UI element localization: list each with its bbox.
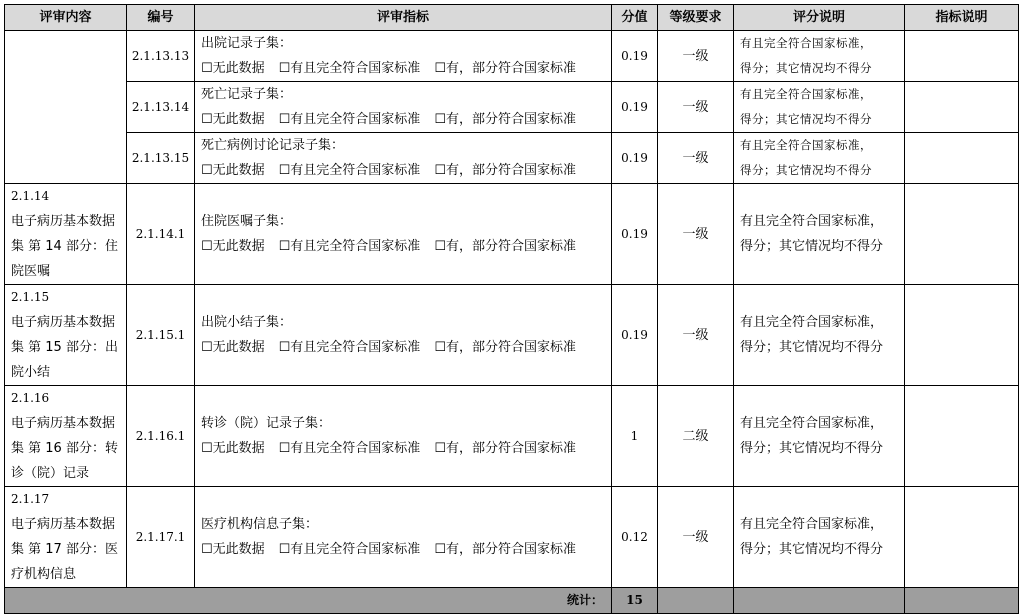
header-score: 分值 bbox=[612, 5, 658, 31]
option-partial-compliance[interactable]: ☐有，部分符合国家标准 bbox=[434, 61, 576, 76]
score-cell: 0.19 bbox=[612, 133, 658, 184]
explanation-line: 有且完全符合国家标准， bbox=[740, 416, 884, 431]
indicator-title: 死亡病例讨论记录子集： bbox=[201, 138, 345, 153]
explanation-line: 有且完全符合国家标准， bbox=[740, 138, 872, 152]
header-indicator: 评审指标 bbox=[195, 5, 612, 31]
content-text: 电子病历基本数据集 第 16 部分：转诊（院）记录 bbox=[11, 416, 118, 481]
option-partial-compliance[interactable]: ☐有，部分符合国家标准 bbox=[434, 340, 576, 355]
explanation-line: 得分；其它情况均不得分 bbox=[740, 441, 884, 456]
score-cell: 0.19 bbox=[612, 31, 658, 82]
explanation-cell bbox=[734, 82, 905, 133]
option-partial-compliance[interactable]: ☐有，部分符合国家标准 bbox=[434, 112, 576, 127]
content-cell bbox=[5, 184, 127, 285]
level-cell: 一级 bbox=[658, 184, 734, 285]
option-no-data[interactable]: ☐无此数据 bbox=[201, 163, 265, 178]
explanation-line: 得分；其它情况均不得分 bbox=[740, 239, 884, 254]
total-empty bbox=[734, 588, 905, 614]
explanation-line: 得分；其它情况均不得分 bbox=[740, 340, 884, 355]
option-full-compliance[interactable]: ☐有且完全符合国家标准 bbox=[278, 163, 421, 178]
content-text: 电子病历基本数据集 第 17 部分：医疗机构信息 bbox=[11, 517, 118, 582]
note-cell bbox=[905, 487, 1019, 588]
content-cell bbox=[5, 487, 127, 588]
indicator-cell bbox=[195, 487, 612, 588]
explanation-cell bbox=[734, 386, 905, 487]
total-empty bbox=[905, 588, 1019, 614]
row-code: 2.1.17.1 bbox=[127, 487, 195, 588]
level-cell: 一级 bbox=[658, 133, 734, 184]
note-cell bbox=[905, 184, 1019, 285]
score-cell: 0.19 bbox=[612, 285, 658, 386]
option-partial-compliance[interactable]: ☐有，部分符合国家标准 bbox=[434, 239, 576, 254]
option-no-data[interactable]: ☐无此数据 bbox=[201, 239, 265, 254]
row-code: 2.1.14.1 bbox=[127, 184, 195, 285]
indicator-title: 出院记录子集： bbox=[201, 36, 293, 51]
content-code: 2.1.17 bbox=[11, 492, 50, 506]
row-code: 2.1.13.13 bbox=[127, 31, 195, 82]
note-cell bbox=[905, 31, 1019, 82]
level-cell: 一级 bbox=[658, 487, 734, 588]
content-cell bbox=[5, 285, 127, 386]
score-cell: 0.12 bbox=[612, 487, 658, 588]
note-cell bbox=[905, 285, 1019, 386]
explanation-cell bbox=[734, 184, 905, 285]
option-no-data[interactable]: ☐无此数据 bbox=[201, 340, 265, 355]
option-partial-compliance[interactable]: ☐有，部分符合国家标准 bbox=[434, 441, 576, 456]
content-text: 电子病历基本数据集 第 15 部分：出院小结 bbox=[11, 315, 118, 380]
explanation-line: 得分；其它情况均不得分 bbox=[740, 61, 872, 75]
indicator-title: 住院医嘱子集： bbox=[201, 214, 293, 229]
note-cell bbox=[905, 133, 1019, 184]
table-row bbox=[5, 386, 1019, 487]
note-cell bbox=[905, 386, 1019, 487]
explanation-cell bbox=[734, 31, 905, 82]
row-code: 2.1.13.15 bbox=[127, 133, 195, 184]
explanation-cell bbox=[734, 285, 905, 386]
indicator-title: 转诊（院）记录子集： bbox=[201, 416, 332, 431]
indicator-cell bbox=[195, 184, 612, 285]
row-code: 2.1.13.14 bbox=[127, 82, 195, 133]
note-cell bbox=[905, 82, 1019, 133]
content-code: 2.1.14 bbox=[11, 189, 50, 203]
option-full-compliance[interactable]: ☐有且完全符合国家标准 bbox=[278, 441, 421, 456]
content-code: 2.1.15 bbox=[11, 290, 50, 304]
explanation-line: 得分；其它情况均不得分 bbox=[740, 163, 872, 177]
total-label: 统计： bbox=[5, 588, 612, 614]
header-code: 编号 bbox=[127, 5, 195, 31]
header-level: 等级要求 bbox=[658, 5, 734, 31]
score-cell: 0.19 bbox=[612, 82, 658, 133]
header-content: 评审内容 bbox=[5, 5, 127, 31]
header-note: 指标说明 bbox=[905, 5, 1019, 31]
table-row bbox=[5, 184, 1019, 285]
level-cell: 二级 bbox=[658, 386, 734, 487]
level-cell: 一级 bbox=[658, 31, 734, 82]
content-cell bbox=[5, 386, 127, 487]
explanation-line: 有且完全符合国家标准， bbox=[740, 214, 884, 229]
indicator-cell bbox=[195, 31, 612, 82]
content-code: 2.1.16 bbox=[11, 391, 50, 405]
explanation-line: 有且完全符合国家标准， bbox=[740, 36, 872, 50]
explanation-line: 有且完全符合国家标准， bbox=[740, 315, 884, 330]
indicator-cell bbox=[195, 386, 612, 487]
total-row bbox=[5, 588, 1019, 614]
option-partial-compliance[interactable]: ☐有，部分符合国家标准 bbox=[434, 542, 576, 557]
row-code: 2.1.15.1 bbox=[127, 285, 195, 386]
explanation-cell bbox=[734, 133, 905, 184]
indicator-title: 出院小结子集： bbox=[201, 315, 293, 330]
level-cell: 一级 bbox=[658, 82, 734, 133]
option-full-compliance[interactable]: ☐有且完全符合国家标准 bbox=[278, 542, 421, 557]
content-cell-empty bbox=[5, 31, 127, 184]
option-partial-compliance[interactable]: ☐有，部分符合国家标准 bbox=[434, 163, 576, 178]
total-empty bbox=[658, 588, 734, 614]
indicator-cell bbox=[195, 133, 612, 184]
table-row bbox=[5, 133, 1019, 184]
total-value: 15 bbox=[612, 588, 658, 614]
header-row bbox=[5, 5, 1019, 31]
indicator-cell bbox=[195, 285, 612, 386]
option-full-compliance[interactable]: ☐有且完全符合国家标准 bbox=[278, 112, 421, 127]
option-no-data[interactable]: ☐无此数据 bbox=[201, 61, 265, 76]
indicator-cell bbox=[195, 82, 612, 133]
score-cell: 1 bbox=[612, 386, 658, 487]
row-code: 2.1.16.1 bbox=[127, 386, 195, 487]
indicator-title: 死亡记录子集： bbox=[201, 87, 293, 102]
option-full-compliance[interactable]: ☐有且完全符合国家标准 bbox=[278, 340, 421, 355]
table-row bbox=[5, 285, 1019, 386]
table-row bbox=[5, 31, 1019, 82]
option-no-data[interactable]: ☐无此数据 bbox=[201, 542, 265, 557]
score-cell: 0.19 bbox=[612, 184, 658, 285]
evaluation-table bbox=[4, 4, 1019, 614]
explanation-line: 得分；其它情况均不得分 bbox=[740, 112, 872, 126]
explanation-line: 有且完全符合国家标准， bbox=[740, 87, 872, 101]
table-row bbox=[5, 487, 1019, 588]
option-full-compliance[interactable]: ☐有且完全符合国家标准 bbox=[278, 239, 421, 254]
option-no-data[interactable]: ☐无此数据 bbox=[201, 441, 265, 456]
header-explanation: 评分说明 bbox=[734, 5, 905, 31]
explanation-cell bbox=[734, 487, 905, 588]
option-no-data[interactable]: ☐无此数据 bbox=[201, 112, 265, 127]
option-full-compliance[interactable]: ☐有且完全符合国家标准 bbox=[278, 61, 421, 76]
table-row bbox=[5, 82, 1019, 133]
explanation-line: 得分；其它情况均不得分 bbox=[740, 542, 884, 557]
explanation-line: 有且完全符合国家标准， bbox=[740, 517, 884, 532]
indicator-title: 医疗机构信息子集： bbox=[201, 517, 319, 532]
content-text: 电子病历基本数据集 第 14 部分：住院医嘱 bbox=[11, 214, 118, 279]
level-cell: 一级 bbox=[658, 285, 734, 386]
